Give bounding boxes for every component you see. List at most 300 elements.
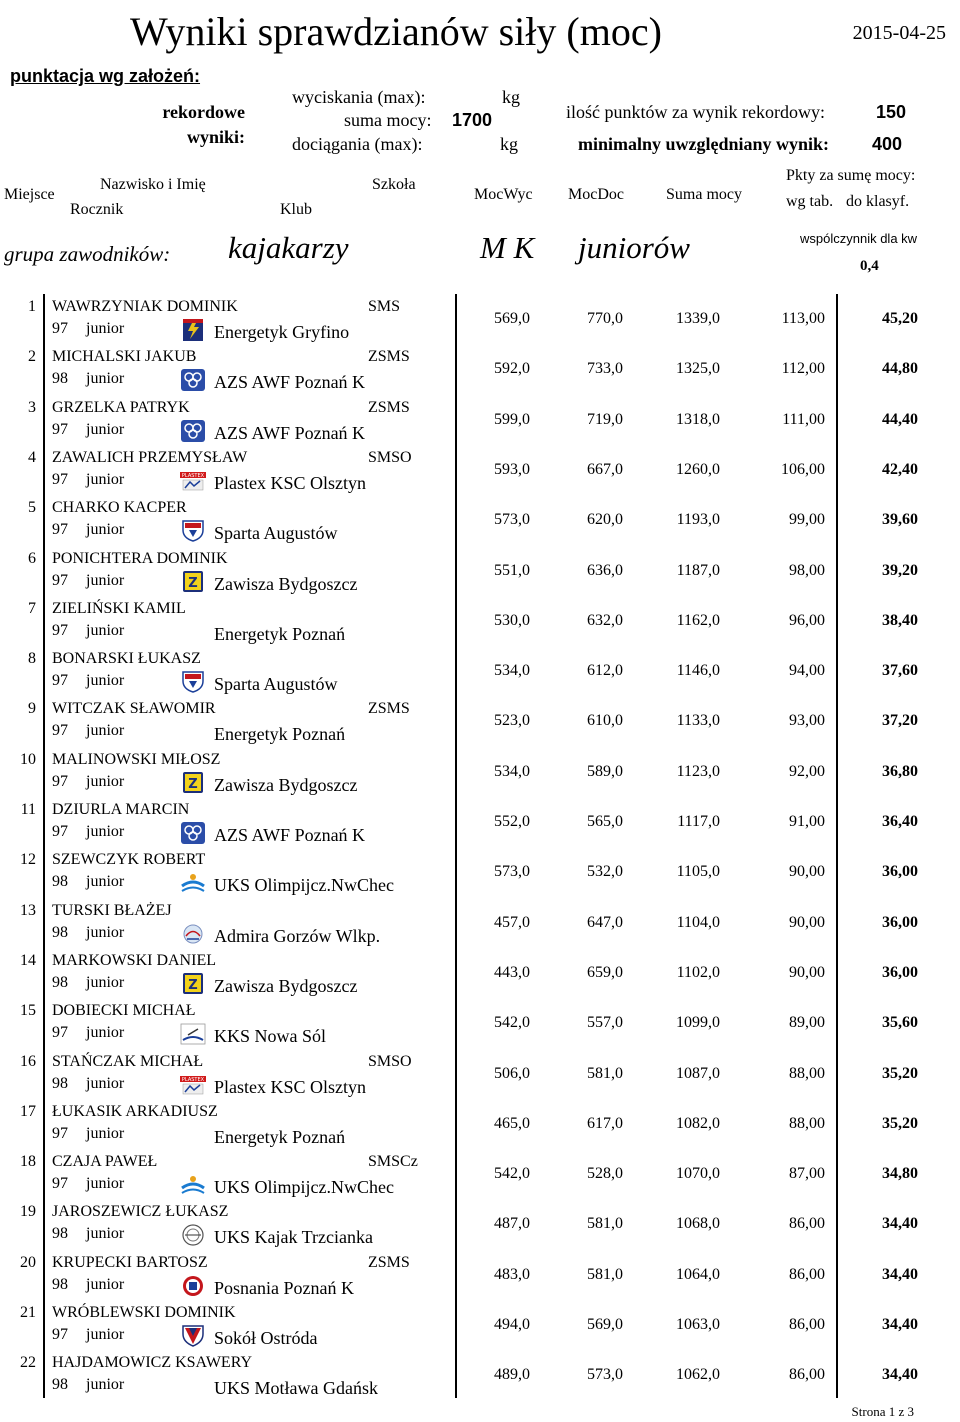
table-row [0, 346, 960, 396]
sum-value: 1133,0 [676, 712, 720, 730]
club-name: Plastex KSC Olsztyn [214, 1076, 367, 1097]
sum-label: suma mocy: [344, 110, 432, 130]
pull-value: 620,0 [587, 511, 623, 529]
class-points-value: 39,20 [882, 561, 918, 579]
rank-cell: 5 [28, 499, 36, 517]
sum-value: 1117,0 [677, 813, 720, 830]
club-logo-icon [180, 872, 206, 894]
rank-cell: 6 [28, 549, 36, 567]
club-logo-icon [180, 1224, 206, 1246]
points-value: 106,00 [781, 460, 825, 478]
school-cell: SMSCz [368, 1153, 418, 1171]
sum-value: 1104,0 [676, 913, 720, 931]
pull-value: 589,0 [587, 762, 623, 780]
club-logo-icon [180, 772, 206, 794]
sum-value: 1123,0 [676, 762, 720, 780]
club-logo-icon [180, 1074, 206, 1096]
year-cell: 97 [52, 1175, 68, 1193]
category-cell: junior [86, 470, 125, 488]
year-cell: 97 [52, 772, 68, 790]
year-cell: 98 [52, 1376, 68, 1394]
pull-value: 565,0 [587, 813, 623, 830]
club-logo-icon [180, 1275, 206, 1297]
table-row [0, 698, 960, 748]
year-cell: 98 [52, 873, 68, 891]
bench-value: 465,0 [494, 1114, 530, 1132]
bench-value: 569,0 [494, 310, 530, 327]
points-value: 86,00 [789, 1366, 825, 1384]
bench-value: 542,0 [494, 1014, 530, 1032]
club-name: Admira Gorzów Wlkp. [214, 925, 381, 946]
athlete-name: GRZELKA PATRYK [52, 398, 190, 416]
athlete-name: WAWRZYNIAK DOMINIK [52, 298, 238, 315]
points-value: 87,00 [789, 1165, 825, 1183]
club-name: KKS Nowa Sól [214, 1026, 327, 1047]
bench-value: 534,0 [494, 662, 530, 680]
pull-value: 610,0 [587, 712, 623, 730]
club-name: Energetyk Poznań [214, 623, 346, 644]
pull-value: 581,0 [587, 1064, 623, 1082]
pull-value: 581,0 [587, 1265, 623, 1283]
class-points-value: 39,60 [882, 511, 918, 529]
rank-cell: 10 [20, 750, 36, 768]
points-value: 112,00 [781, 360, 825, 378]
points-value: 86,00 [789, 1316, 825, 1333]
bench-value: 542,0 [494, 1165, 530, 1183]
school-cell: ZSMS [368, 348, 410, 366]
sum-value: 1187,0 [676, 561, 720, 579]
class-points-value: 44,40 [882, 410, 918, 428]
rank-cell: 13 [20, 901, 36, 919]
year-cell: 97 [52, 621, 68, 639]
class-points-value: 34,40 [882, 1316, 918, 1333]
class-points-value: 34,40 [882, 1215, 918, 1233]
athlete-name: CHARKO KACPER [52, 499, 187, 517]
rank-cell: 2 [28, 348, 36, 366]
club-name: Energetyk Gryfino [214, 322, 350, 342]
athlete-name: MALINOWSKI MIŁOSZ [52, 750, 221, 768]
points-value: 94,00 [789, 662, 825, 680]
pull-value: 557,0 [587, 1014, 623, 1032]
group-label: grupa zawodników: [4, 242, 171, 266]
col-club: Klub [280, 201, 312, 218]
year-cell: 97 [52, 722, 68, 740]
points-value: 88,00 [789, 1114, 825, 1132]
svg-text:Z: Z [188, 977, 198, 993]
class-points-value: 42,40 [882, 460, 918, 478]
table-row [0, 849, 960, 899]
bench-value: 573,0 [494, 511, 530, 529]
sum-value: 1700 [452, 110, 493, 130]
points-value: 99,00 [789, 511, 825, 529]
category-cell: junior [86, 1024, 125, 1042]
pull-value: 532,0 [587, 863, 623, 881]
group-gender: M K [480, 230, 535, 265]
report-date: 2015-04-25 [852, 22, 946, 44]
year-cell: 98 [52, 973, 68, 991]
category-cell: junior [86, 1074, 125, 1092]
category-cell: junior [86, 1225, 125, 1243]
table-row [0, 648, 960, 698]
category-cell: junior [86, 1376, 125, 1394]
category-cell: junior [86, 521, 125, 539]
table-row [0, 1252, 960, 1302]
table-row [0, 749, 960, 799]
class-points-value: 34,80 [882, 1165, 918, 1183]
club-name: AZS AWF Poznań K [214, 372, 366, 393]
athlete-name: DOBIECKI MICHAŁ [52, 1002, 196, 1020]
col-sum: Suma mocy [666, 186, 742, 203]
col-year: Rocznik [70, 201, 124, 218]
club-name: Zawisza Bydgoszcz [214, 774, 358, 795]
sum-value: 1102,0 [676, 963, 720, 981]
svg-text:Z: Z [188, 776, 198, 792]
table-row [0, 447, 960, 497]
category-cell: junior [86, 1124, 125, 1142]
sum-value: 1082,0 [676, 1114, 720, 1132]
scoring-label: punktacja wg założeń: [10, 66, 201, 86]
col-pull: MocDoc [568, 186, 624, 203]
club-name: Sparta Augustów [214, 523, 338, 544]
bench-value: 506,0 [494, 1064, 530, 1082]
points-value: 91,00 [789, 813, 825, 830]
bench-value: 530,0 [494, 611, 530, 629]
club-logo-icon [180, 319, 206, 341]
points-value: 111,00 [782, 410, 825, 428]
table-row [0, 1151, 960, 1201]
athlete-name: JAROSZEWICZ ŁUKASZ [52, 1203, 229, 1221]
sum-value: 1339,0 [676, 310, 720, 327]
year-cell: 98 [52, 1225, 68, 1243]
rank-cell: 16 [20, 1052, 36, 1070]
table-row [0, 598, 960, 648]
svg-text:Z: Z [188, 575, 198, 591]
rank-cell: 14 [20, 951, 36, 969]
bench-value: 552,0 [494, 813, 530, 830]
pull-value: 573,0 [587, 1366, 623, 1384]
club-name: UKS Motława Gdańsk [214, 1378, 378, 1399]
points-value: 89,00 [789, 1014, 825, 1032]
club-name: Plastex KSC Olsztyn [214, 472, 367, 493]
points-value: 150 [876, 102, 907, 122]
table-row [0, 1101, 960, 1151]
points-value: 86,00 [789, 1265, 825, 1283]
category-cell: junior [86, 370, 125, 388]
class-points-value: 38,40 [882, 611, 918, 629]
table-row [0, 1201, 960, 1251]
year-cell: 97 [52, 1024, 68, 1042]
col-pts: Pkty za sumę mocy: [786, 167, 916, 184]
club-logo-icon [180, 671, 206, 693]
rank-cell: 22 [20, 1354, 36, 1372]
bench-value: 443,0 [494, 963, 530, 981]
pull-unit: kg [500, 134, 518, 154]
pull-value: 612,0 [587, 662, 623, 680]
year-cell: 97 [52, 1326, 68, 1343]
class-points-value: 35,20 [882, 1064, 918, 1082]
year-cell: 97 [52, 571, 68, 589]
rank-cell: 11 [20, 801, 36, 818]
bench-value: 551,0 [494, 561, 530, 579]
club-name: AZS AWF Poznań K [214, 825, 366, 845]
table-row [0, 950, 960, 1000]
points-value: 96,00 [789, 611, 825, 629]
class-points-value: 36,80 [882, 762, 918, 780]
class-points-value: 35,60 [882, 1014, 918, 1032]
bench-value: 573,0 [494, 863, 530, 881]
club-name: Energetyk Poznań [214, 724, 346, 745]
year-cell: 97 [52, 672, 68, 690]
sum-value: 1193,0 [676, 511, 720, 529]
sum-value: 1064,0 [676, 1265, 720, 1283]
athlete-name: STAŃCZAK MICHAŁ [52, 1052, 204, 1070]
points-value: 88,00 [789, 1064, 825, 1082]
sum-value: 1325,0 [676, 360, 720, 378]
club-name: Posnania Poznań K [214, 1277, 354, 1298]
year-cell: 97 [52, 823, 68, 840]
club-name: UKS Olimpijcz.NwChec [214, 1177, 394, 1198]
school-cell: SMS [368, 298, 401, 315]
year-cell: 97 [52, 470, 68, 488]
pull-value: 770,0 [587, 310, 623, 327]
club-name: Sparta Augustów [214, 674, 338, 695]
athlete-name: HAJDAMOWICZ KSAWERY [52, 1354, 253, 1372]
athlete-name: WITCZAK SŁAWOMIR [52, 700, 216, 718]
svg-text:PLASTEX: PLASTEX [181, 472, 205, 479]
points-value: 93,00 [789, 712, 825, 730]
sum-value: 1146,0 [676, 662, 720, 680]
group-name: kajakarzy [228, 230, 349, 265]
club-logo-icon [180, 369, 206, 391]
page-title: Wyniki sprawdzianów siły (moc) [130, 9, 662, 54]
category-cell: junior [86, 722, 125, 740]
sum-value: 1062,0 [676, 1366, 720, 1384]
table-row [0, 548, 960, 598]
table-row [0, 397, 960, 447]
category-cell: junior [86, 320, 125, 337]
club-name: Sokół Ostróda [214, 1328, 318, 1348]
year-cell: 97 [52, 420, 68, 438]
col-school: Szkoła [372, 176, 416, 193]
rank-cell: 17 [20, 1102, 36, 1120]
bench-value: 593,0 [494, 460, 530, 478]
category-cell: junior [86, 621, 125, 639]
pull-value: 647,0 [587, 913, 623, 931]
group-category: juniorów [578, 230, 690, 265]
points-label: ilość punktów za wynik rekordowy: [566, 102, 825, 122]
athlete-name: DZIURLA MARCIN [52, 801, 190, 818]
club-logo-icon [180, 1325, 206, 1347]
bench-value: 494,0 [494, 1316, 530, 1333]
bench-value: 534,0 [494, 762, 530, 780]
table-row [0, 1000, 960, 1050]
category-cell: junior [86, 420, 125, 438]
school-cell: ZSMS [368, 700, 410, 718]
club-logo-icon [180, 420, 206, 442]
athlete-name: TURSKI BŁAŻEJ [52, 901, 172, 919]
club-logo-icon [180, 470, 206, 492]
category-cell: junior [86, 571, 125, 589]
athlete-name: WRÓBLEWSKI DOMINIK [52, 1304, 236, 1321]
athlete-name: MARKOWSKI DANIEL [52, 951, 216, 969]
bench-value: 487,0 [494, 1215, 530, 1233]
table-row [0, 296, 960, 346]
points-value: 86,00 [789, 1215, 825, 1233]
club-logo-icon [180, 923, 206, 945]
pull-value: 632,0 [587, 611, 623, 629]
bench-unit: kg [502, 87, 520, 107]
category-cell: junior [86, 1175, 125, 1193]
sum-value: 1068,0 [676, 1215, 720, 1233]
club-name: Zawisza Bydgoszcz [214, 975, 358, 996]
rank-cell: 21 [20, 1304, 36, 1321]
record-label-1: rekordowe [162, 102, 245, 122]
year-cell: 97 [52, 320, 68, 337]
category-cell: junior [86, 1326, 125, 1343]
bench-value: 483,0 [494, 1265, 530, 1283]
bench-value: 599,0 [494, 410, 530, 428]
year-cell: 97 [52, 1124, 68, 1142]
club-name: UKS Kajak Trzcianka [214, 1227, 373, 1248]
table-row [0, 799, 960, 849]
category-cell: junior [86, 772, 125, 790]
bench-value: 592,0 [494, 360, 530, 378]
col-place: Miejsce [4, 186, 55, 203]
year-cell: 97 [52, 521, 68, 539]
athlete-name: CZAJA PAWEŁ [52, 1153, 158, 1171]
coef-value: 0,4 [860, 258, 879, 274]
pull-value: 667,0 [587, 460, 623, 478]
points-value: 92,00 [789, 762, 825, 780]
class-points-value: 36,00 [882, 913, 918, 931]
sum-value: 1260,0 [676, 460, 720, 478]
min-value: 400 [872, 134, 903, 154]
school-cell: ZSMS [368, 1253, 410, 1271]
year-cell: 98 [52, 1074, 68, 1092]
club-name: Energetyk Poznań [214, 1126, 346, 1147]
athlete-name: ZIELIŃSKI KAMIL [52, 599, 186, 617]
points-value: 98,00 [789, 561, 825, 579]
bench-value: 489,0 [494, 1366, 530, 1384]
rank-cell: 12 [20, 851, 36, 869]
points-value: 90,00 [789, 913, 825, 931]
points-value: 90,00 [789, 863, 825, 881]
athlete-name: BONARSKI ŁUKASZ [52, 650, 201, 668]
class-points-value: 36,00 [882, 863, 918, 881]
col-bench: MocWyc [474, 186, 533, 203]
rank-cell: 20 [20, 1253, 36, 1271]
min-label: minimalny uwzględniany wynik: [578, 134, 830, 154]
category-cell: junior [86, 973, 125, 991]
year-cell: 98 [52, 1275, 68, 1293]
athlete-name: KRUPECKI BARTOSZ [52, 1253, 208, 1271]
athlete-name: SZEWCZYK ROBERT [52, 851, 206, 869]
pull-value: 659,0 [587, 963, 623, 981]
bench-value: 523,0 [494, 712, 530, 730]
club-logo-icon [180, 571, 206, 593]
club-logo-icon [180, 973, 206, 995]
athlete-name: ŁUKASIK ARKADIUSZ [52, 1102, 218, 1120]
bench-value: 457,0 [494, 913, 530, 931]
sum-value: 1063,0 [676, 1316, 720, 1333]
year-cell: 98 [52, 923, 68, 941]
class-points-value: 45,20 [882, 310, 918, 327]
category-cell: junior [86, 923, 125, 941]
pull-value: 719,0 [587, 410, 623, 428]
pull-value: 617,0 [587, 1114, 623, 1132]
club-name: UKS Olimpijcz.NwChec [214, 875, 394, 896]
rank-cell: 18 [20, 1153, 36, 1171]
class-points-value: 37,20 [882, 712, 918, 730]
athlete-name: MICHALSKI JAKUB [52, 348, 197, 366]
rank-cell: 4 [28, 448, 36, 466]
pull-value: 581,0 [587, 1215, 623, 1233]
points-value: 113,00 [781, 310, 825, 327]
col-pts-class: do klasyf. [846, 193, 910, 210]
sum-value: 1070,0 [676, 1165, 720, 1183]
category-cell: junior [86, 672, 125, 690]
rank-cell: 8 [28, 650, 36, 668]
col-name: Nazwisko i Imię [100, 176, 206, 193]
school-cell: SMSO [368, 448, 412, 466]
club-logo-icon [180, 1174, 206, 1196]
rank-cell: 9 [28, 700, 36, 718]
pull-value: 733,0 [587, 360, 623, 378]
sum-value: 1318,0 [676, 410, 720, 428]
club-name: AZS AWF Poznań K [214, 422, 366, 443]
sum-value: 1087,0 [676, 1064, 720, 1082]
club-name: Zawisza Bydgoszcz [214, 573, 358, 594]
pull-value: 569,0 [587, 1316, 623, 1333]
rank-cell: 3 [28, 398, 36, 416]
coef-label: wspólczynnik dla kw [800, 231, 918, 246]
sum-value: 1099,0 [676, 1014, 720, 1032]
sum-value: 1162,0 [676, 611, 720, 629]
pull-label: dociągania (max): [292, 134, 423, 154]
athlete-name: PONICHTERA DOMINIK [52, 549, 228, 567]
year-cell: 98 [52, 370, 68, 388]
class-points-value: 36,00 [882, 963, 918, 981]
club-logo-icon [180, 520, 206, 542]
class-points-value: 34,40 [882, 1366, 918, 1384]
page-number: Strona 1 z 3 [851, 1404, 914, 1419]
rank-cell: 1 [28, 298, 36, 315]
class-points-value: 37,60 [882, 662, 918, 680]
pull-value: 636,0 [587, 561, 623, 579]
class-points-value: 36,40 [882, 813, 918, 830]
club-logo-icon [180, 1023, 206, 1045]
table-row [0, 1051, 960, 1101]
points-value: 90,00 [789, 963, 825, 981]
rank-cell: 19 [20, 1203, 36, 1221]
category-cell: junior [86, 873, 125, 891]
table-row [0, 1302, 960, 1352]
rank-cell: 7 [28, 599, 36, 617]
category-cell: junior [86, 823, 125, 840]
school-cell: SMSO [368, 1052, 412, 1070]
table-row [0, 1352, 960, 1402]
svg-text:PLASTEX: PLASTEX [181, 1076, 205, 1083]
table-row [0, 497, 960, 547]
club-logo-icon [180, 822, 206, 844]
class-points-value: 44,80 [882, 360, 918, 378]
col-pts-tab: wg tab. [786, 193, 834, 210]
athlete-name: ZAWALICH PRZEMYSŁAW [52, 448, 248, 466]
rank-cell: 15 [20, 1002, 36, 1020]
school-cell: ZSMS [368, 398, 410, 416]
sum-value: 1105,0 [676, 863, 720, 881]
category-cell: junior [86, 1275, 125, 1293]
